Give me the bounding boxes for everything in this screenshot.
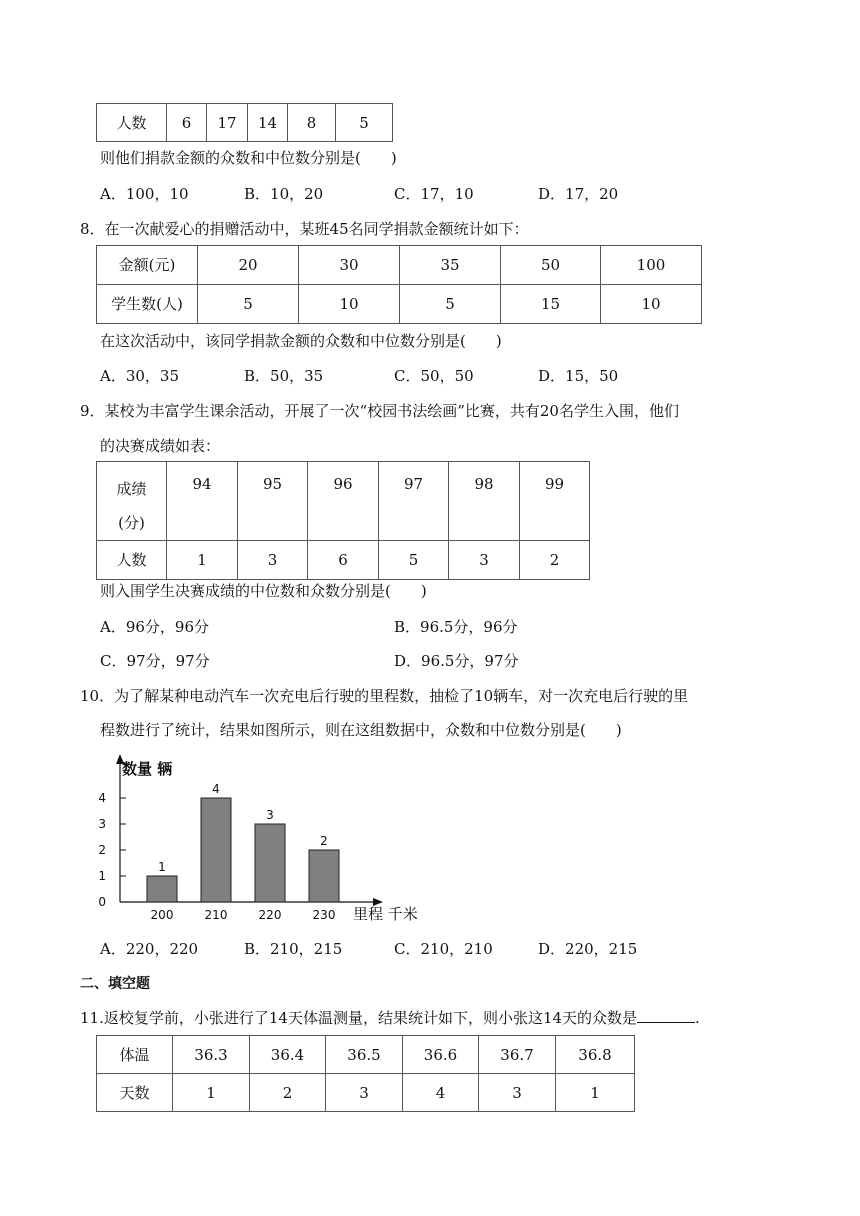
q9-header-label-line1: 成绩 [116, 480, 147, 498]
q11-stem-end: . [695, 1009, 700, 1027]
q9-count-cell: 2 [520, 541, 590, 580]
q9-score-cell: 94 [167, 462, 238, 541]
q9-count-cell: 5 [379, 541, 449, 580]
q8-data-cell: 10 [601, 285, 702, 324]
q7-option-c: C．17，10 [394, 185, 474, 203]
bar-chart [90, 752, 440, 932]
data-label: 3 [266, 808, 274, 822]
q9-score-cell: 99 [520, 462, 590, 541]
y-tick-label: 2 [98, 843, 106, 857]
q8-stem: 8．在一次献爱心的捐赠活动中，某班45名同学捐款金额统计如下： [80, 220, 529, 238]
q10-option-a: A．220，220 [100, 940, 199, 958]
q7-option-a: A．100，10 [100, 185, 189, 203]
q11-header-cell: 36.5 [326, 1036, 403, 1074]
q11-header-cell: 36.6 [403, 1036, 479, 1074]
q9-stem-line2: 的决赛成绩如表： [100, 437, 221, 455]
answer-blank[interactable] [637, 1008, 695, 1023]
q7-question: 则他们捐款金额的众数和中位数分别是( ) [100, 149, 397, 167]
q8-option-d: D．15，50 [538, 367, 619, 385]
q8-header-cell: 100 [601, 246, 702, 285]
x-tick-label: 210 [204, 908, 228, 922]
data-label: 4 [212, 782, 220, 796]
chart-bars [147, 798, 339, 902]
q11-stem-text: 11.返校复学前，小张进行了14天体温测量，结果统计如下，则小张这14天的众数是 [80, 1009, 638, 1027]
q8-data-cell: 5 [198, 285, 299, 324]
q8-data-cell: 15 [501, 285, 601, 324]
q9-header-label-line2: (分) [118, 514, 145, 532]
q11-header-cell: 36.8 [556, 1036, 635, 1074]
q7-table-cell: 6 [167, 104, 207, 142]
q8-option-b: B．50，35 [244, 367, 324, 385]
q9-option-b: B．96.5分，96分 [394, 618, 518, 636]
bar [147, 876, 177, 902]
q11-data-cell: 2 [250, 1074, 326, 1112]
q7-option-d: D．17，20 [538, 185, 619, 203]
q8-header-cell: 30 [299, 246, 400, 285]
q11-data-cell: 1 [556, 1074, 635, 1112]
q9-score-cell: 96 [308, 462, 379, 541]
q9-stem-line1: 9．某校为丰富学生课余活动，开展了一次“校园书法绘画”比赛，共有20名学生入围，他们 [80, 402, 679, 420]
y-tick-label: 4 [98, 791, 106, 805]
q10-stem-line2: 程数进行了统计，结果如图所示，则在这组数据中，众数和中位数分别是( ) [100, 721, 622, 739]
q8-header-cell: 35 [400, 246, 501, 285]
q7-table [96, 103, 393, 142]
q10-option-c: C．210，210 [394, 940, 493, 958]
q11-data-cell: 天数 [97, 1074, 173, 1112]
data-label: 1 [158, 860, 166, 874]
q8-question: 在这次活动中，该同学捐款金额的众数和中位数分别是( ) [100, 332, 502, 350]
y-tick-label: 3 [98, 817, 106, 831]
q9-count-cell: 3 [449, 541, 520, 580]
x-tick-label: 230 [312, 908, 336, 922]
q10-option-b: B．210，215 [244, 940, 343, 958]
q8-data-cell: 学生数(人) [97, 285, 198, 324]
q8-data-cell: 10 [299, 285, 400, 324]
q8-table [96, 245, 702, 324]
q10-option-d: D．220，215 [538, 940, 638, 958]
q11-data-cell: 4 [403, 1074, 479, 1112]
q9-table [96, 461, 590, 580]
y-tick-label: 0 [98, 895, 106, 909]
section-title: 二、填空题 [80, 976, 150, 992]
q9-header-label [97, 462, 167, 541]
q8-option-c: C．50，50 [394, 367, 474, 385]
q11-stem [80, 1008, 700, 1028]
q10-stem-line1: 10．为了解某种电动汽车一次充电后行驶的里程数，抽检了10辆车，对一次充电后行驶的里 [80, 687, 689, 705]
data-label: 2 [320, 834, 328, 848]
q9-count-label: 人数 [97, 541, 167, 580]
q7-table-cell: 5 [336, 104, 393, 142]
q9-count-cell: 6 [308, 541, 379, 580]
q9-option-a: A．96分，96分 [100, 618, 210, 636]
q11-header-cell: 36.7 [479, 1036, 556, 1074]
x-axis-title: 里程 千米 [353, 905, 418, 923]
q9-score-cell: 95 [238, 462, 308, 541]
q11-header-cell: 体温 [97, 1036, 173, 1074]
q9-score-cell: 98 [449, 462, 520, 541]
q8-data-cell: 5 [400, 285, 501, 324]
bar [255, 824, 285, 902]
q9-question: 则入围学生决赛成绩的中位数和众数分别是( ) [100, 582, 427, 600]
q8-header-cell: 金额(元) [97, 246, 198, 285]
q11-table [96, 1035, 635, 1112]
q9-option-d: D．96.5分，97分 [394, 652, 519, 670]
x-tick-label: 220 [258, 908, 282, 922]
q9-count-cell: 1 [167, 541, 238, 580]
q9-option-c: C．97分，97分 [100, 652, 210, 670]
q11-data-cell: 3 [326, 1074, 403, 1112]
bar [309, 850, 339, 902]
q8-header-cell: 20 [198, 246, 299, 285]
q11-data-cell: 3 [479, 1074, 556, 1112]
q7-option-b: B．10，20 [244, 185, 324, 203]
q7-table-cell: 17 [207, 104, 248, 142]
q11-header-cell: 36.3 [173, 1036, 250, 1074]
q9-score-cell: 97 [379, 462, 449, 541]
q11-data-cell: 1 [173, 1074, 250, 1112]
y-axis-title: 数量 辆 [122, 760, 173, 778]
q7-table-cell: 8 [288, 104, 336, 142]
q8-option-a: A．30，35 [100, 367, 180, 385]
x-tick-label: 200 [150, 908, 174, 922]
q11-header-cell: 36.4 [250, 1036, 326, 1074]
q8-header-cell: 50 [501, 246, 601, 285]
bar [201, 798, 231, 902]
y-tick-label: 1 [98, 869, 106, 883]
q7-table-cell: 14 [248, 104, 288, 142]
q7-table-cell: 人数 [97, 104, 167, 142]
q9-count-cell: 3 [238, 541, 308, 580]
